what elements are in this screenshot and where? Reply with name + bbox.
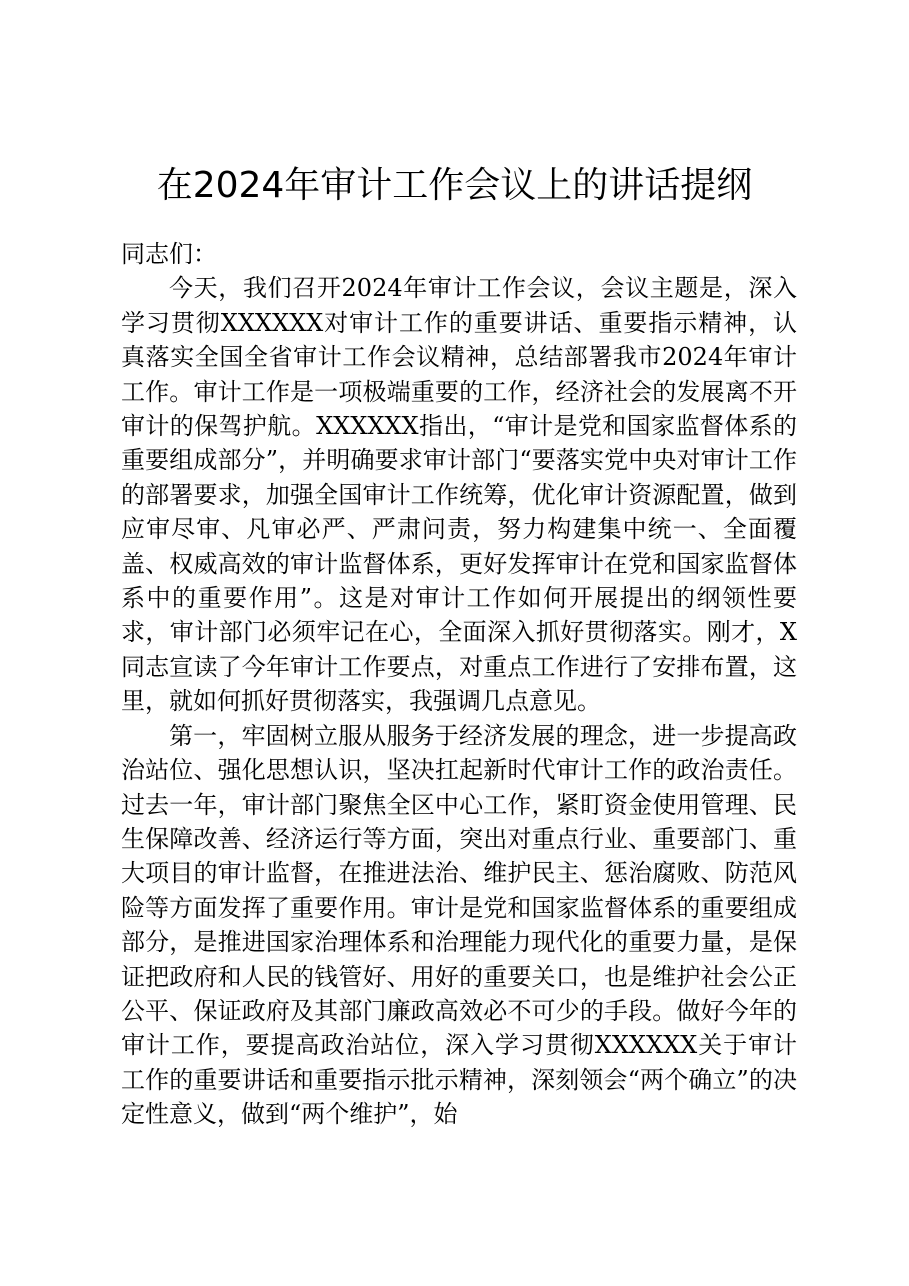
paragraph-1: 今天，我们召开2024年审计工作会议，会议主题是，深入学习贯彻XXXXXX对审计工作的重要讲话、重要指示精神，认真落实全国全省审计工作会议精神，总结部署我市2024年审计工作。审计工作是一项极端重要的工作，经济社会的发展离不开审计的保驾护航。XXXXXX指出，“审计是党和国家监督体系的重要组成部分”，并明确要求审计部门“要落实党中央对审计工作的部署要求，加强全国审计工作统筹，优化审计资源配置，做到应审尽审、凡审必严、严肃问责，努力构建集中统一、全面覆盖、权威高效的审计监督体系，更好发挥审计在党和国家监督体系中的重要作用”。这是对审计工作如何开展提出的纲领性要求，审计部门必须牢记在心，全面深入抓好贯彻落实。刚才，X同志宣读了今年审计工作要点，对重点工作进行了安排布置，这里，就如何抓好贯彻落实，我强调几点意见。 bbox=[121, 274, 797, 716]
document-title: 在2024年审计工作会议上的讲话提纲 bbox=[156, 165, 753, 206]
document-body bbox=[121, 237, 797, 1132]
paragraph-2: 第一，牢固树立服从服务于经济发展的理念，进一步提高政治站位、强化思想认识，坚决扛起新时代审计工作的政治责任。过去一年，审计部门聚焦全区中心工作，紧盯资金使用管理、民生保障改善、经济运行等方面，突出对重点行业、重要部门、重大项目的审计监督，在推进法治、维护民主、惩治腐败、防范风险等方面发挥了重要作用。审计是党和国家监督体系的重要组成部分，是推进国家治理体系和治理能力现代化的重要力量，是保证把政府和人民的钱管好、用好的重要关口，也是维护社会公正公平、保证政府及其部门廉政高效必不可少的手段。做好今年的审计工作，要提高政治站位，深入学习贯彻XXXXXX关于审计工作的重要讲话和重要指示批示精神，深刻领会“两个确立”的决定性意义，做到“两个维护”，始 bbox=[121, 721, 797, 1129]
salutation: 同志们： bbox=[121, 240, 217, 268]
